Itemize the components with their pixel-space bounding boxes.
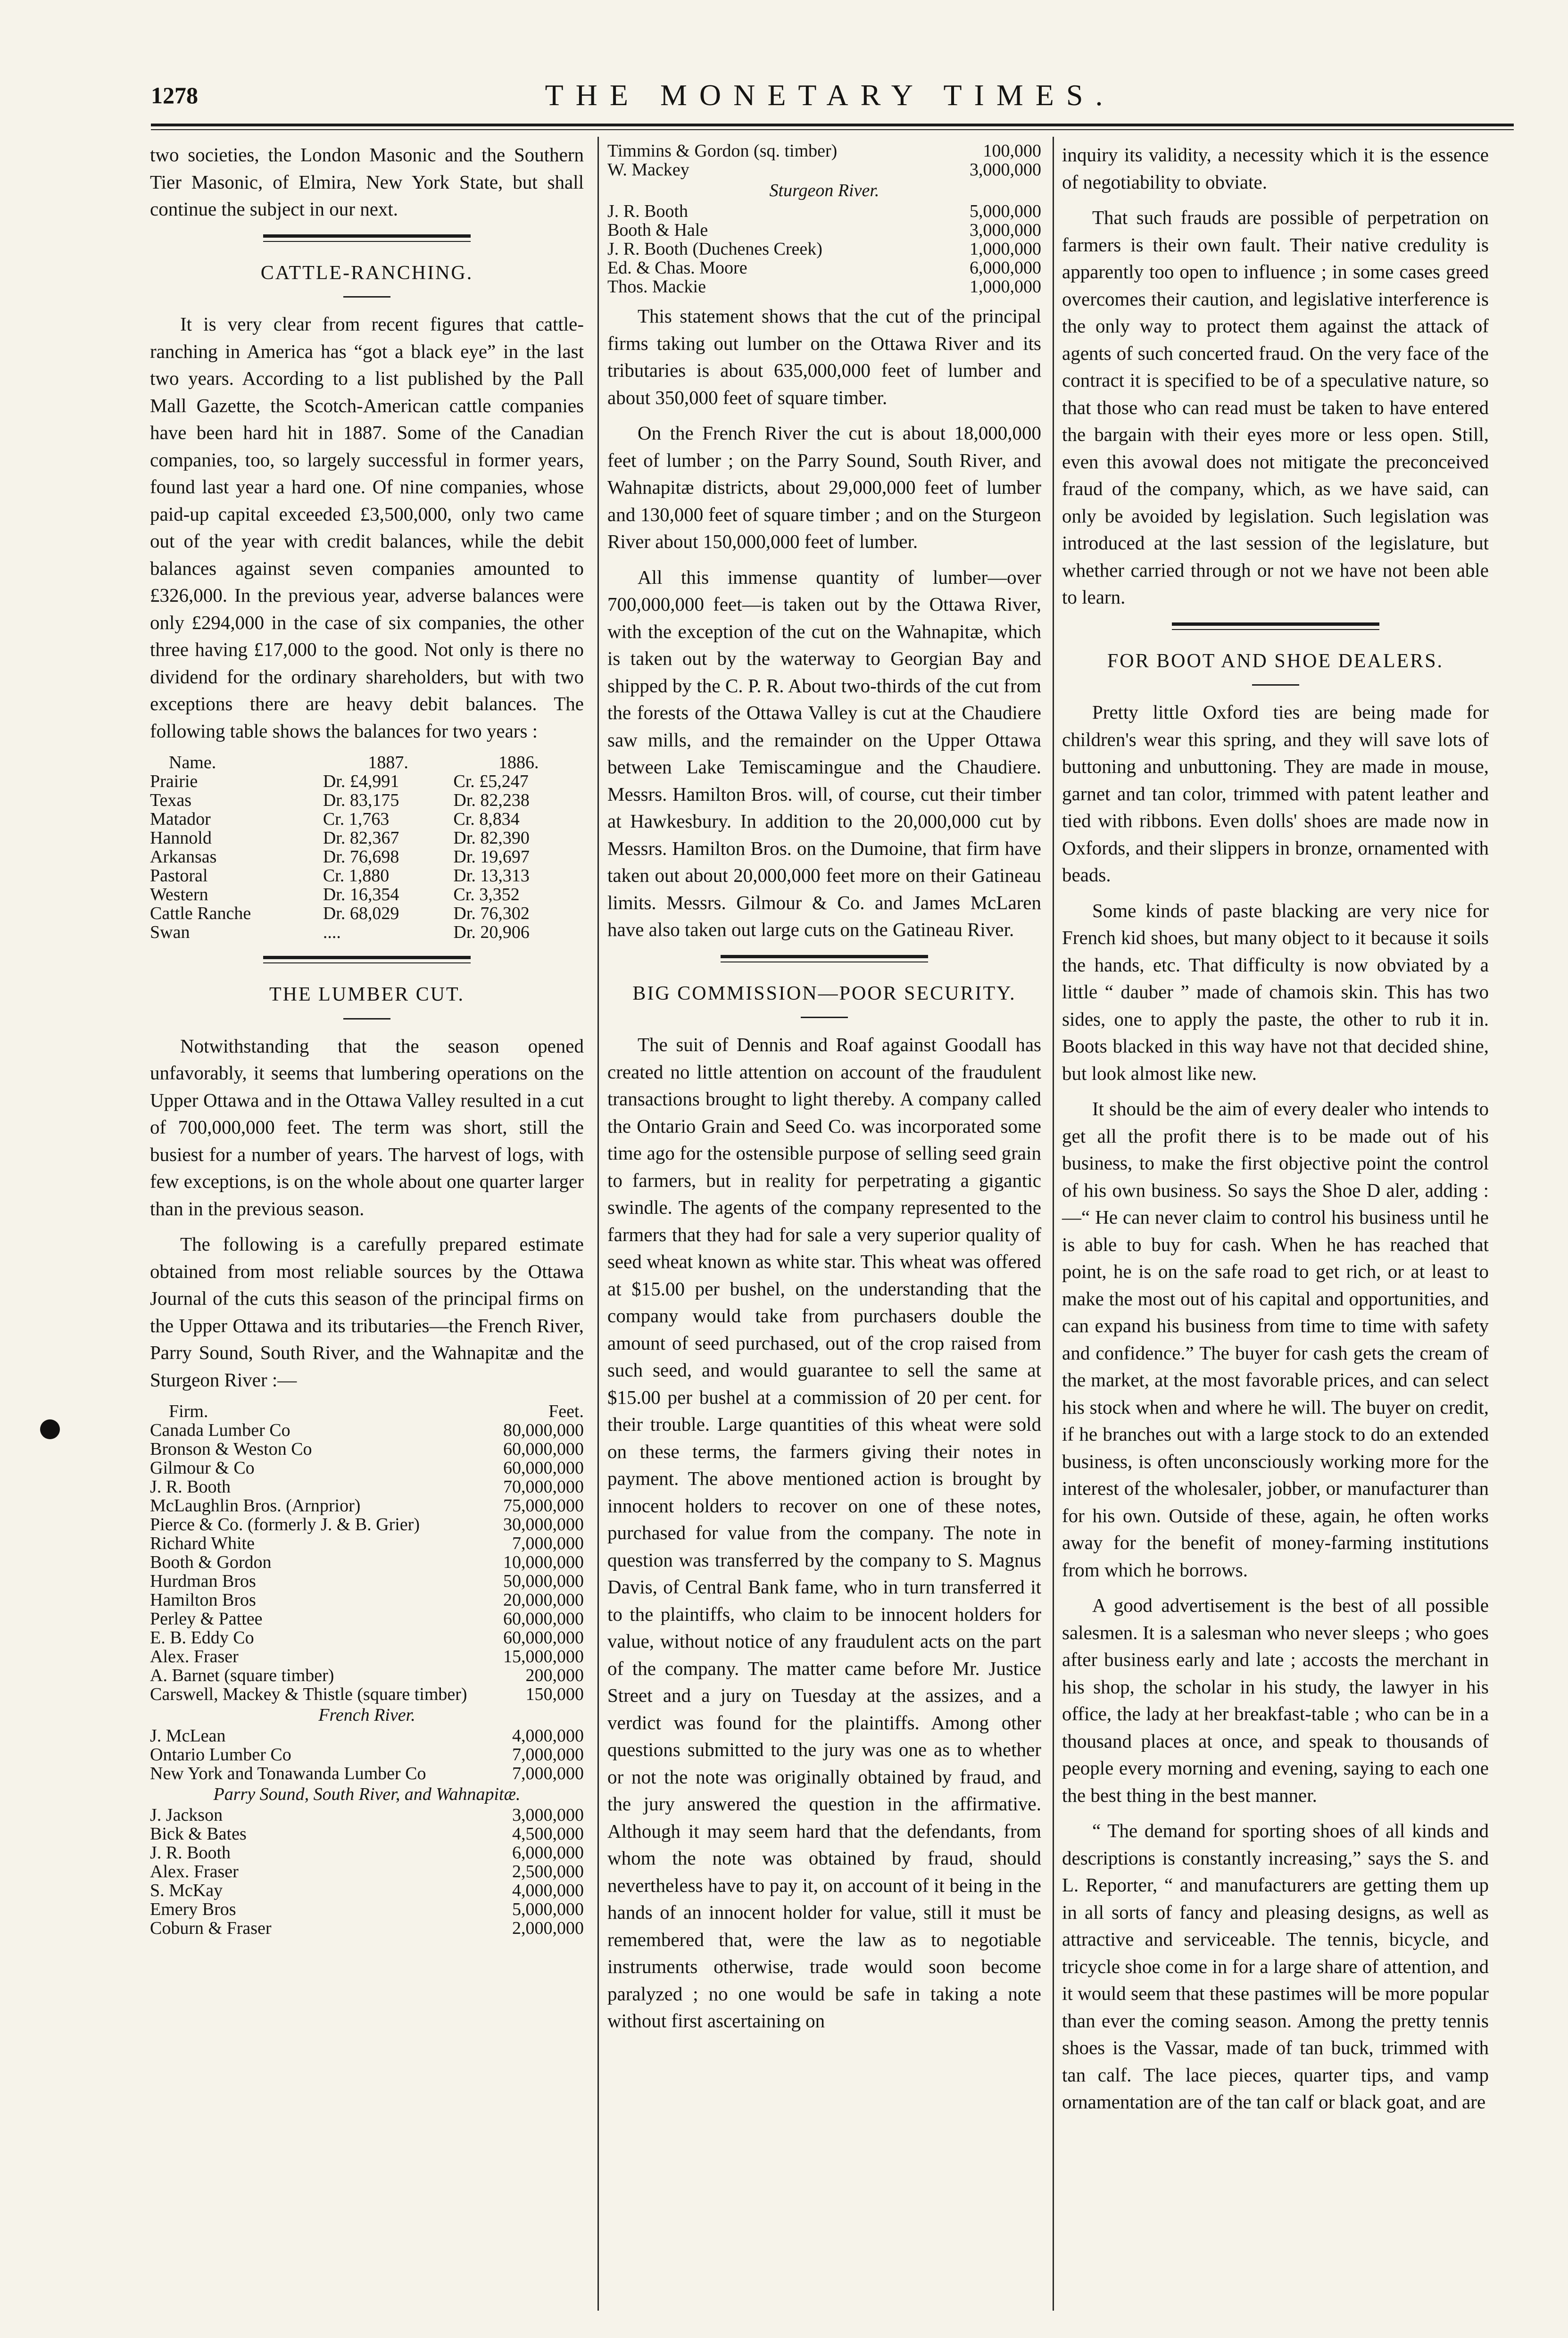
table-cell: Dr. 82,238 xyxy=(453,790,530,810)
table-cell: 60,000,000 xyxy=(503,1458,584,1478)
intro-paragraph: two societies, the London Masonic and the Southern Tier Masonic, of Elmira, New York State, but shall continue the subject in our next. xyxy=(150,144,584,220)
table-row xyxy=(150,1496,584,1515)
table-cell: Bronson & Weston Co xyxy=(150,1440,312,1459)
heading-rule xyxy=(801,1017,848,1018)
table-cell: Dr. 13,313 xyxy=(453,866,530,886)
table-cell: McLaughlin Bros. (Arnprior) xyxy=(150,1496,361,1515)
table-cell: Carswell, Mackey & Thistle (square timber) xyxy=(150,1685,467,1704)
table-row xyxy=(607,221,1041,240)
table-cell: New York and Tonawanda Lumber Co xyxy=(150,1764,426,1783)
table-row xyxy=(150,1440,584,1459)
table-cell: Bick & Bates xyxy=(150,1824,247,1843)
table-cell: Dr. 20,906 xyxy=(453,922,530,942)
table-row xyxy=(150,1477,584,1496)
table-cell: 70,000,000 xyxy=(503,1477,584,1497)
table-cell: Dr. 19,697 xyxy=(453,847,530,867)
table-cell: 3,000,000 xyxy=(512,1805,584,1825)
table-header: 1887. xyxy=(368,753,408,772)
table-cell: W. Mackey xyxy=(607,160,689,179)
table-row xyxy=(150,1726,584,1745)
section-separator xyxy=(1172,622,1379,630)
table-cell: 6,000,000 xyxy=(512,1843,584,1863)
table-cell: Canada Lumber Co xyxy=(150,1421,290,1440)
continuation-paragraph: inquiry its validity, a necessity which it is the essence of negotiability to obviate. xyxy=(1062,144,1489,193)
table-cell: 100,000 xyxy=(983,141,1041,161)
table-row xyxy=(150,1745,584,1764)
table-cell: Ontario Lumber Co xyxy=(150,1745,291,1764)
table-row xyxy=(150,1685,584,1704)
table-row xyxy=(150,810,584,829)
page-number: 1278 xyxy=(151,82,198,108)
table-row xyxy=(150,1553,584,1572)
table-cell: 80,000,000 xyxy=(503,1420,584,1440)
lumber-summary-paragraph: On the French River the cut is about 18,000,000 feet of lumber ; on the Parry Sound, South River, and Wahnapitæ districts, about 29,000,000 feet of lumber and 130,000 feet of square timber ; and on the Sturgeon River about 150,000,000 feet of lumber. xyxy=(607,422,1041,552)
table-cell: Gilmour & Co xyxy=(150,1459,255,1477)
heading-rule xyxy=(1252,684,1299,686)
big-commission-heading: BIG COMMISSION—POOR SECURITY. xyxy=(632,982,1016,1004)
lumber-firms-table-continued xyxy=(607,141,1041,296)
table-cell: Swan xyxy=(150,922,190,942)
table-cell: 7,000,000 xyxy=(512,1764,584,1783)
table-cell: Hurdman Bros xyxy=(150,1572,256,1591)
heading-rule xyxy=(343,296,390,298)
table-cell: 3,000,000 xyxy=(970,160,1041,180)
table-cell: 60,000,000 xyxy=(503,1439,584,1459)
lumber-summary-paragraph: This statement shows that the cut of the principal firms taking out lumber on the Ottawa River and its tributaries is about 635,000,000 feet of lumber and about 350,000 feet of square timber. xyxy=(607,305,1041,408)
column-divider xyxy=(1053,137,1054,2311)
boot-shoe-paragraph: Some kinds of paste blacking are very nice for French kid shoes, but many object to it because it soils the hands, etc. That difficulty is now obviated by a little “ dauber ” made of chamois skin. This has two sides, one to apply the paste, the other to rub it in. Boots blacked in this way have not that decided shine, but look almost like new. xyxy=(1062,899,1489,1084)
table-cell: 15,000,000 xyxy=(503,1647,584,1666)
cattle-ranching-heading: CATTLE-RANCHING. xyxy=(260,262,473,284)
subheading-parry-sound: Parry Sound, South River, and Wahnapitæ. xyxy=(213,1784,521,1804)
table-cell: Arkansas xyxy=(150,847,217,867)
table-row xyxy=(150,1572,584,1591)
table-cell: Pierce & Co. (formerly J. & B. Grier) xyxy=(150,1515,420,1534)
section-separator xyxy=(263,956,471,963)
table-cell: 7,000,000 xyxy=(512,1534,584,1553)
table-row xyxy=(150,1862,584,1881)
table-row xyxy=(150,1666,584,1685)
table-row xyxy=(150,923,584,942)
table-header-row xyxy=(150,1402,584,1421)
big-commission-body: The suit of Dennis and Roaf against Goodall has created no little attention on account of the fraudulent transactions brought to light thereby. A company called the Ontario Grain and Seed Co. was incorporated some time ago for the ostensible purpose of selling seed grain to farmers, but in reality for perpetrating a gigantic swindle. The agents of the company represented to the farmers that they had for sale a very superior quality of seed wheat known as white star. This wheat was offered at $15.00 per bushel, on the understanding that the company would take from purchasers double the amount of seed purchased, out of the crop raised from such seed, and would guarantee to sell the same at $15.00 per bushel at a commission of 20 per cent. for their trouble. Large quantities of this wheat were sold on these terms, the farmers giving their notes in payment. The above mentioned action is brought by innocent holders to recover on one of these notes, purchased for value from the company. The note in question was transferred by the company to S. Magnus Davis, of Central Bank fame, who in turn transferred it to the plaintiffs, who claim to be innocent holders for value, without notice of any fraudulent acts on the part of the company. The matter came before Mr. Justice Street and a jury on Tuesday at the assizes, and a verdict was found for the plaintiffs. Among other questions submitted to the jury was one as to whether or not the note was originally obtained by fraud, and the jury answered the question in the affirmative. Although it may seem hard that the defendants, from whom the note was obtained by fraud, should nevertheless have to pay it, on account of it being in the hands of an innocent holder for value, still it must be remembered that, were the law as to negotiable instruments otherwise, trade would soon become paralyzed ; no one would be safe in taking a note without first ascertaining on xyxy=(607,1034,1041,2031)
table-cell: Dr. 76,302 xyxy=(453,904,530,923)
boot-shoe-paragraph: Pretty little Oxford ties are being made for children's wear this spring, and they will save lots of buttoning and unbuttoning. They are made in mouse, garnet and tan color, trimmed with patent leather and tied with ribbons. Even dolls' shoes are made now in Oxfords, and their slippers in bronze, ornamented with beads. xyxy=(1062,701,1489,886)
table-cell: 3,000,000 xyxy=(970,220,1041,240)
heading-rule xyxy=(343,1018,390,1020)
table-cell: J. Jackson xyxy=(150,1806,223,1824)
table-cell: Cr. 8,834 xyxy=(453,809,520,829)
boot-shoe-paragraph: A good advertisement is the best of all possible salesmen. It is a salesman who never sleeps ; who goes after business early and late ; accosts the merchant in his shop, the scholar in his study, the lawyer in his office, the lady at her breakfast-table ; who can be in a thousand places at once, and speak to thousands of people every morning and evening, saying to each one the best thing in the best manner. xyxy=(1062,1594,1489,1806)
table-cell: Hannold xyxy=(150,828,212,848)
table-cell: 1,000,000 xyxy=(970,239,1041,259)
table-cell: Coburn & Fraser xyxy=(150,1919,272,1938)
table-cell: Cr. 3,352 xyxy=(453,885,520,904)
table-cell: 20,000,000 xyxy=(503,1590,584,1610)
table-cell: A. Barnet (square timber) xyxy=(150,1666,334,1685)
table-cell: 5,000,000 xyxy=(512,1899,584,1919)
table-cell: Cr. £5,247 xyxy=(453,771,529,791)
column-divider xyxy=(597,137,599,2311)
table-cell: Booth & Gordon xyxy=(150,1553,272,1572)
table-row xyxy=(150,1843,584,1862)
table-cell: J. R. Booth (Duchenes Creek) xyxy=(607,240,822,258)
table-row xyxy=(150,1764,584,1783)
table-cell: .... xyxy=(323,922,341,942)
table-cell: 6,000,000 xyxy=(970,258,1041,278)
table-row xyxy=(150,866,584,885)
table-cell: 60,000,000 xyxy=(503,1609,584,1629)
table-row xyxy=(150,829,584,847)
table-cell: 4,000,000 xyxy=(512,1881,584,1900)
table-cell: J. McLean xyxy=(150,1726,226,1745)
table-cell: Emery Bros xyxy=(150,1900,236,1919)
table-header-row xyxy=(150,753,584,772)
table-cell: 30,000,000 xyxy=(503,1515,584,1534)
table-cell: E. B. Eddy Co xyxy=(150,1628,254,1647)
table-cell: 50,000,000 xyxy=(503,1571,584,1591)
fraud-paragraph: That such frauds are possible of perpetration on farmers is their own fault. Their native credulity is apparently too open to influence ; in some cases greed overcomes their caution, and legislative interference is the only way to protect them against the attack of agents of such concerted fraud. On the very face of the contract it is specified to be of a speculative nature, so that those who can read must be taken to have entered the bargain with their eyes more or less open. Still, even this avowal does not mitigate the preconceived fraud of the company, which, as we have said, can only be avoided by legislation. Such legislation was introduced at the last session of the legislature, but whether carried through or not we have not been able to learn. xyxy=(1062,207,1489,608)
masthead-rule xyxy=(151,124,1514,126)
table-header: Name. xyxy=(169,753,216,772)
column-2 xyxy=(607,141,1041,2043)
table-row xyxy=(150,885,584,904)
table-cell: S. McKay xyxy=(150,1881,223,1900)
section-separator xyxy=(721,955,928,962)
table-header: Feet. xyxy=(548,1401,584,1421)
table-cell: Western xyxy=(150,885,208,904)
table-cell: 200,000 xyxy=(525,1666,584,1685)
table-row xyxy=(150,1534,584,1553)
newspaper-title: THE MONETARY TIMES. xyxy=(545,78,1115,112)
table-row xyxy=(150,904,584,923)
table-cell: J. R. Booth xyxy=(607,202,689,221)
table-row xyxy=(150,1591,584,1609)
table-row xyxy=(150,1806,584,1824)
table-row xyxy=(607,160,1041,179)
table-cell: 2,000,000 xyxy=(512,1918,584,1938)
table-row xyxy=(150,1647,584,1666)
table-row xyxy=(150,1515,584,1534)
table-cell: Thos. Mackie xyxy=(607,277,706,296)
table-row xyxy=(150,1900,584,1919)
table-cell: Cr. 1,880 xyxy=(323,866,390,886)
boot-shoe-paragraph: It should be the aim of every dealer who intends to get all the profit there is to be made out of his business, to make the first objective point the control of his own business. So says the Shoe D aler, adding :—“ He can never claim to control his business until he is able to buy for cash. When he has reached that point, he is on the safe road to get rich, or at least to make the most out of his capital and opportunities, and can expand his business from time to time with safety and confidence.” The buyer for cash gets the cream of the market, at the most favorable prices, and can select his stock when and where he will. The buyer on credit, if he branches out with a large stock to do an extended business, is often unconsciously working more for the interest of the wholesaler, jobber, or manufacturer than for his own. Outside of these, again, he often works away for the benefit of money-farming institutions from which he borrows. xyxy=(1062,1098,1489,1581)
table-row xyxy=(607,258,1041,277)
table-cell: Dr. 82,367 xyxy=(323,828,399,848)
table-row xyxy=(150,847,584,866)
table-row xyxy=(150,1609,584,1628)
boot-shoe-heading: FOR BOOT AND SHOE DEALERS. xyxy=(1107,650,1444,672)
lumber-cut-paragraph: The following is a carefully prepared estimate obtained from most reliable sources by the Ottawa Journal of the cuts this season of the principal firms on the Upper Ottawa and its tributaries—the French River, Parry Sound, South River, and the Wahnapitæ and the Sturgeon River :— xyxy=(150,1233,584,1391)
ink-blot xyxy=(40,1419,60,1439)
lumber-firms-table xyxy=(150,1402,584,1938)
table-cell: 60,000,000 xyxy=(503,1628,584,1648)
table-row xyxy=(150,772,584,791)
table-cell: 4,500,000 xyxy=(512,1824,584,1844)
table-row xyxy=(150,1628,584,1647)
table-cell: Dr. 16,354 xyxy=(323,885,399,904)
table-header: Firm. xyxy=(169,1401,208,1421)
table-cell: 7,000,000 xyxy=(512,1745,584,1765)
table-cell: 10,000,000 xyxy=(503,1552,584,1572)
table-cell: Dr. 76,698 xyxy=(323,847,399,867)
table-cell: 1,000,000 xyxy=(970,277,1041,297)
table-cell: Cattle Ranche xyxy=(150,904,251,923)
table-cell: 5,000,000 xyxy=(970,201,1041,221)
table-cell: 4,000,000 xyxy=(512,1726,584,1746)
table-cell: Cr. 1,763 xyxy=(323,809,390,829)
table-row xyxy=(607,277,1041,296)
table-cell: Dr. £4,991 xyxy=(323,771,399,791)
table-cell: Prairie xyxy=(150,771,198,791)
table-cell: Dr. 82,390 xyxy=(453,828,530,848)
table-cell: Matador xyxy=(150,809,211,829)
column-3 xyxy=(1062,141,1489,2124)
lumber-summary-paragraph: All this immense quantity of lumber—over 700,000,000 feet—is taken out by the Ottawa River, with the exception of the cut on the Wahnapitæ, which is taken out by the waterway to Georgian Bay and shipped by the C. P. R. About two-thirds of the cut from the forests of the Ottawa Valley is cut at the Chaudiere saw mills, and the remainder on the Upper Ottawa between Lake Temiscamingue and the Chaudiere. Messrs. Hamilton Bros. will, of course, cut their timber at Hawkesbury. In addition to the 20,000,000 cut by Messrs. Hamilton Bros. on the Dumoine, that firm have taken out about 20,000,000 feet more on their Gatineau limits. Messrs. Gilmour & Co. and James McLaren have also taken out large cuts on the Gatineau River. xyxy=(607,566,1041,940)
subheading-french-river: French River. xyxy=(318,1705,415,1725)
cattle-balances-table xyxy=(150,753,584,942)
subheading-sturgeon-river: Sturgeon River. xyxy=(769,181,879,200)
table-header: 1886. xyxy=(498,753,539,772)
table-cell: Texas xyxy=(150,790,192,810)
table-row xyxy=(150,791,584,810)
masthead-rule-thin xyxy=(151,129,1514,130)
table-cell: Ed. & Chas. Moore xyxy=(607,258,747,277)
table-cell: 2,500,000 xyxy=(512,1862,584,1882)
table-cell: Pastoral xyxy=(150,866,208,886)
table-row xyxy=(607,141,1041,160)
cattle-ranching-body: It is very clear from recent figures that cattle-ranching in America has “got a black eye” in the last two years. According to a list published by the Pall Mall Gazette, the Scotch-American cattle companies have been hard hit in 1887. Some of the Canadian companies, too, so largely successful in former years, found last year a hard one. Of nine companies, whose paid-up capital exceeded £3,500,000, only two came out of the year with credit balances, while the debit balances against seven companies amounted to £326,000. In the previous year, adverse balances were only £294,000 in the case of six companies, the other three having £17,000 to the good. Not only is there no dividend for the ordinary shareholders, but with two exceptions there are heavy debit balances. The following table shows the balances for two years : xyxy=(150,313,584,742)
table-row xyxy=(150,1919,584,1938)
table-cell: Alex. Fraser xyxy=(150,1647,239,1666)
table-cell: Timmins & Gordon (sq. timber) xyxy=(607,141,838,160)
table-cell: Booth & Hale xyxy=(607,221,708,240)
column-1 xyxy=(150,141,584,1938)
table-cell: Hamilton Bros xyxy=(150,1591,256,1609)
lumber-cut-paragraph: Notwithstanding that the season opened unfavorably, it seems that lumbering operations on the Upper Ottawa and in the Ottawa Valley resulted in a cut of 700,000,000 feet. The term was short, still the busiest for a number of years. The harvest of logs, with few exceptions, is on the whole about one quarter larger than in the previous season. xyxy=(150,1035,584,1219)
section-separator xyxy=(263,234,471,242)
table-cell: Alex. Fraser xyxy=(150,1862,239,1881)
table-cell: J. R. Booth xyxy=(150,1477,231,1496)
table-cell: J. R. Booth xyxy=(150,1843,231,1862)
table-row xyxy=(150,1421,584,1440)
table-cell: 75,000,000 xyxy=(503,1496,584,1516)
table-row xyxy=(607,202,1041,221)
table-cell: Dr. 68,029 xyxy=(323,904,399,923)
table-row xyxy=(150,1824,584,1843)
table-cell: Perley & Pattee xyxy=(150,1609,263,1628)
table-cell: Dr. 83,175 xyxy=(323,790,399,810)
table-cell: Richard White xyxy=(150,1534,255,1553)
boot-shoe-paragraph: “ The demand for sporting shoes of all kinds and descriptions is constantly increasing,” says the S. and L. Reporter, “ and manufacturers are getting them up in all sorts of fancy and pleasing designs, as well as attractive and serviceable. The tennis, bicycle, and tricycle shoe come in for a large share of attention, and it would seem that these pastimes will be more popular than ever the coming season. Among the pretty tennis shoes is the Vassar, made of tan buck, trimmed with tan calf. The lace pieces, quarter tips, and vamp ornamentation are of the tan calf or black goat, and are xyxy=(1062,1820,1489,2113)
table-row xyxy=(150,1459,584,1477)
table-row xyxy=(607,240,1041,258)
table-row xyxy=(150,1881,584,1900)
table-cell: 150,000 xyxy=(525,1684,584,1704)
lumber-cut-heading: THE LUMBER CUT. xyxy=(269,984,465,1005)
